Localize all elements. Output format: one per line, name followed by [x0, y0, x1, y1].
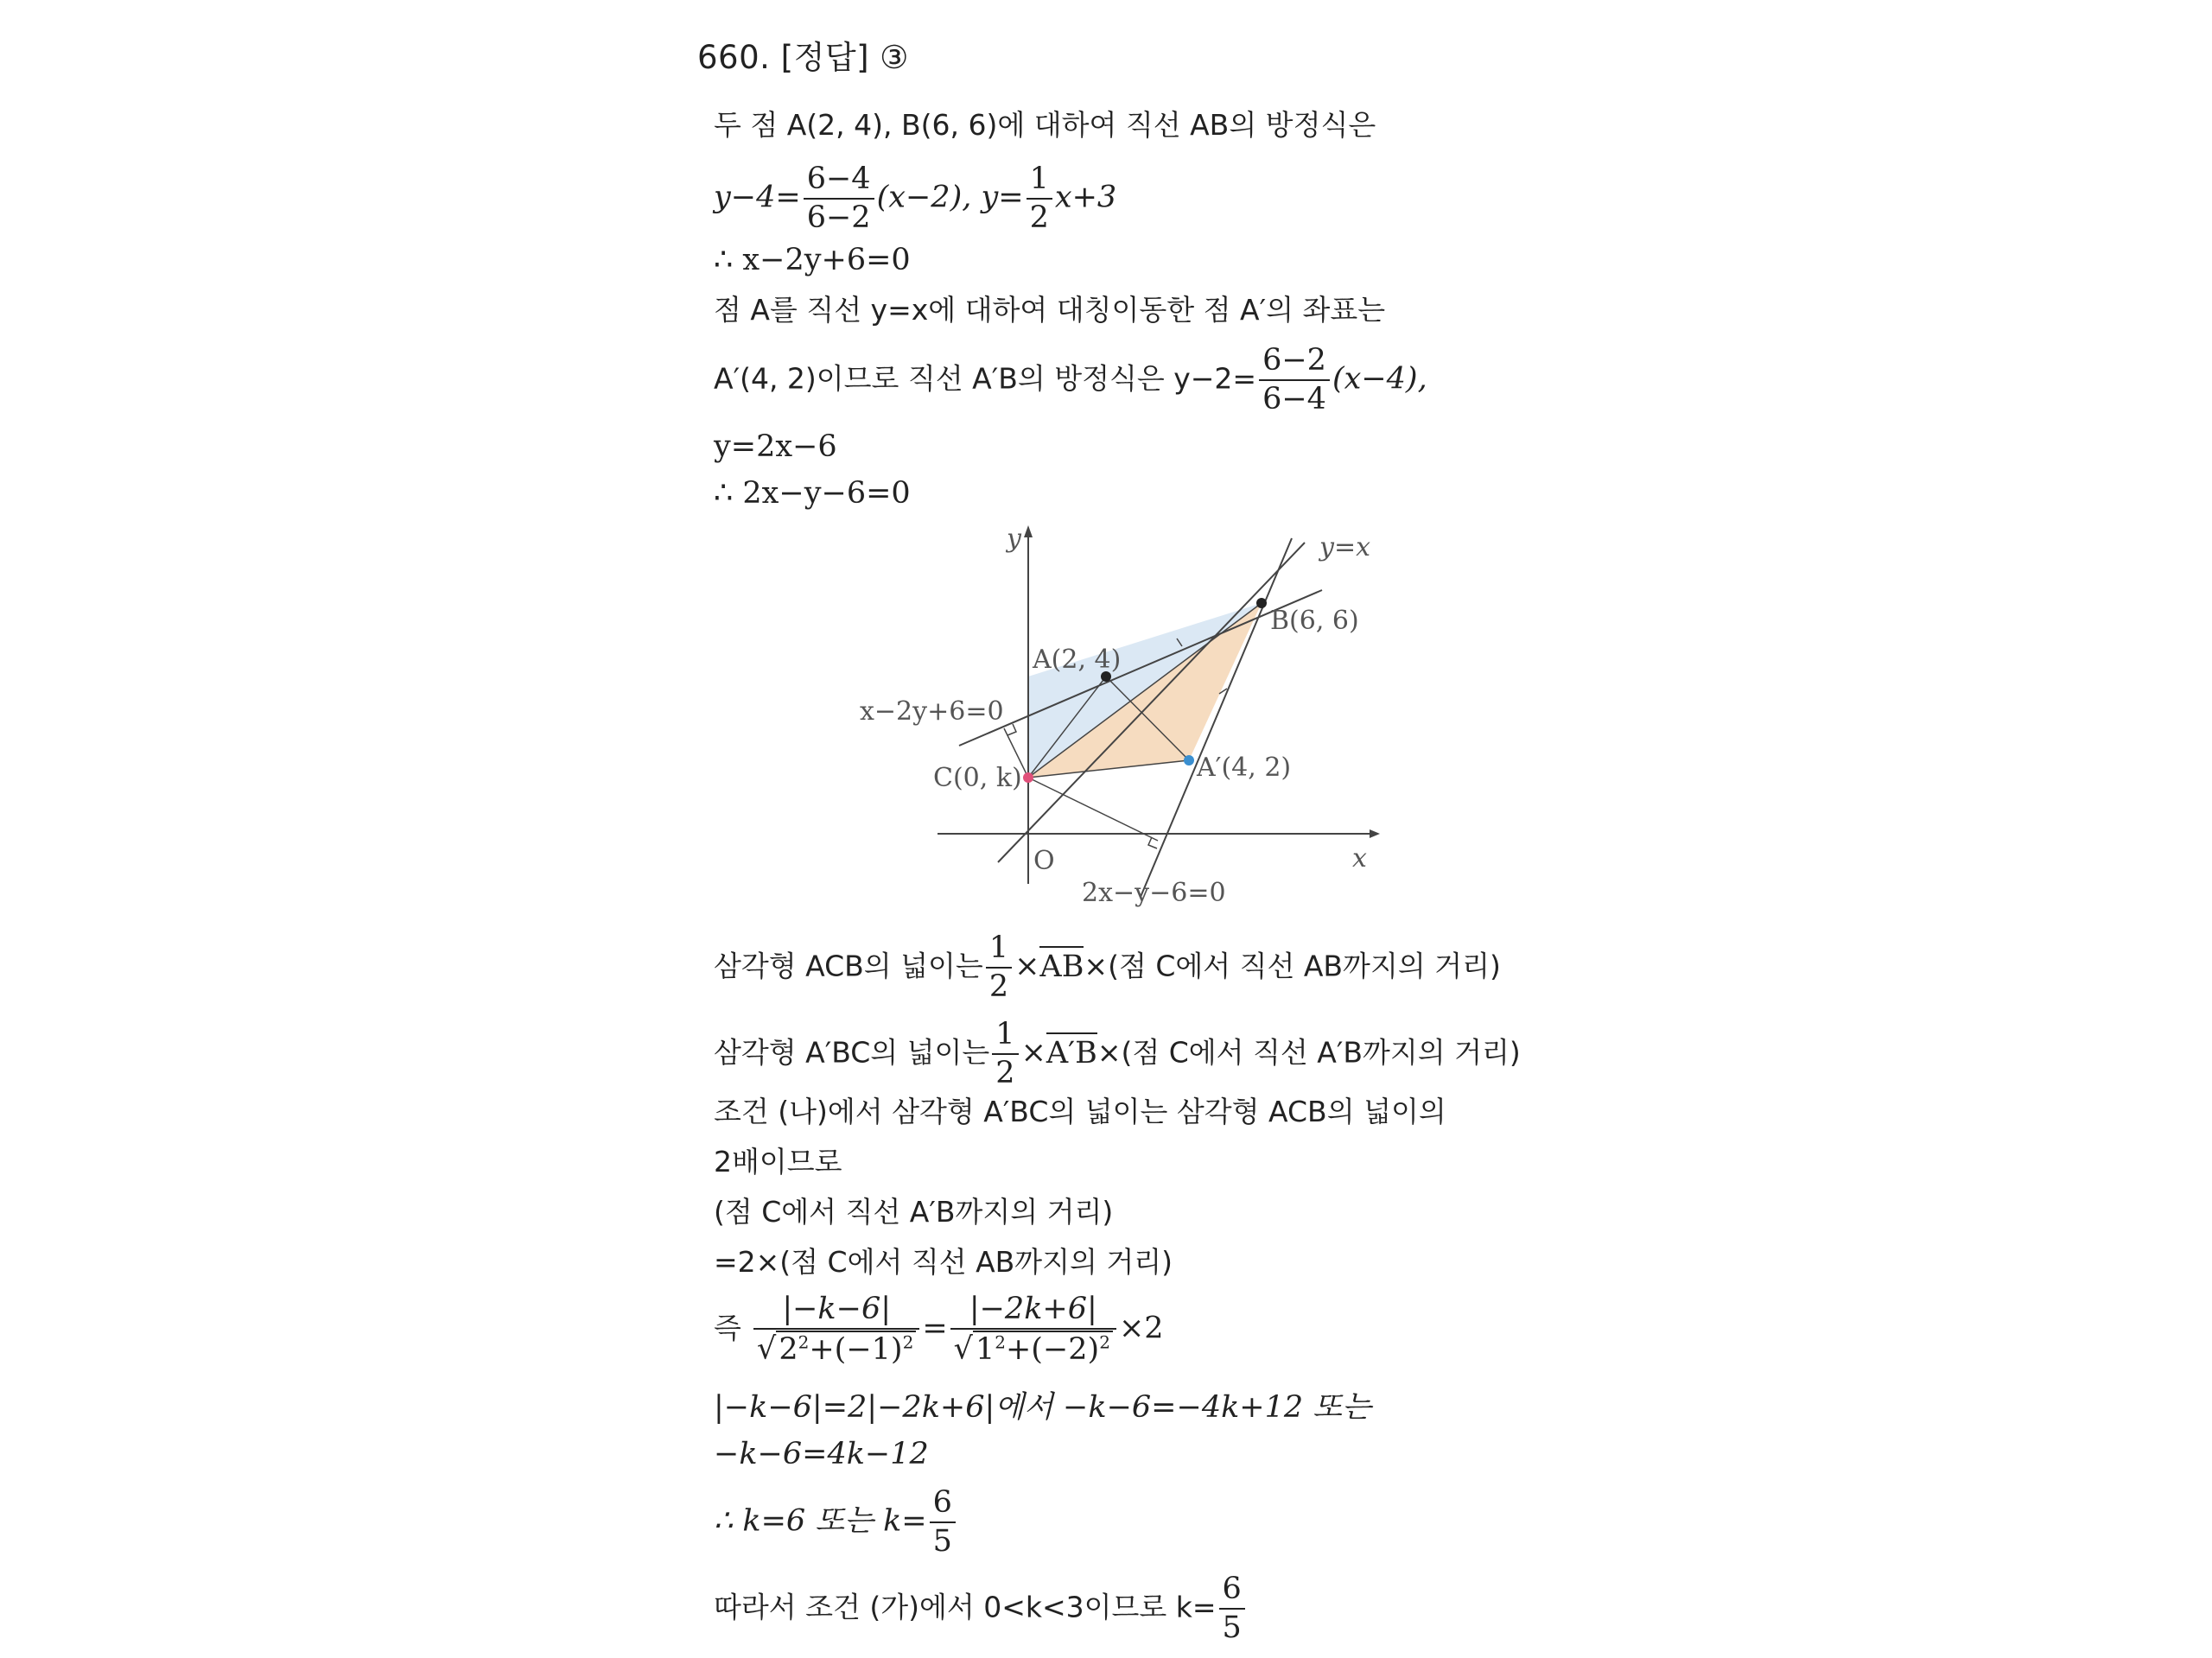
label-y: y [1007, 524, 1021, 554]
equation-line-ab: y−4= $\frac{6-4}{6-2}$ (x−2), y= $\frac{1}{2}$ x+3 [714, 162, 1117, 235]
equation-line-apb: A′(4, 2)이므로 직선 A′B의 방정식은 y−2= $\frac{6-2}{6-4}$ (x−4), [714, 343, 1427, 416]
label-c: C(0, k) [933, 763, 1022, 793]
area-fraction-1: $\frac{1}{2}$ [986, 933, 1012, 1002]
text-line-10: 조건 (나)에서 삼각형 A′BC의 넓이는 삼각형 ACB의 넓이의 [714, 1095, 1446, 1128]
conclusion-line: 따라서 조건 (가)에서 0<k<3이므로 k= $\frac{6}{5}$ [714, 1574, 1248, 1643]
label-a: A(2, 4) [1033, 645, 1122, 675]
area-fraction-2: $\frac{1}{2}$ [992, 1020, 1018, 1089]
half-fraction: $\frac{1}{2}$ [1027, 164, 1052, 233]
distance-fraction-1: $\frac{|-k-6|}{√2^2+(-1)^2}$ [753, 1294, 919, 1365]
text-line-4: 점 A를 직선 y=x에 대하여 대칭이동한 점 A′의 좌표는 [714, 293, 1386, 327]
k-fraction-1: $\frac{6}{5}$ [930, 1488, 956, 1557]
text-line-12: (점 C에서 직선 A′B까지의 거리) [714, 1195, 1114, 1229]
equation-line-3: ∴ x−2y+6=0 [714, 243, 911, 277]
area-apbc-line: 삼각형 A′BC의 넓이는 $\frac{1}{2}$ ×A′B×(점 C에서 직선 A′B까지의 거리) [714, 1017, 1521, 1090]
x-arrow-icon [1370, 829, 1380, 838]
label-b: B(6, 6) [1270, 606, 1359, 636]
equation-line-7: ∴ 2x−y−6=0 [714, 476, 911, 511]
area-acb-line: 삼각형 ACB의 넓이는 $\frac{1}{2}$ ×AB×(점 C에서 직선 AB까지의 거리) [714, 931, 1501, 1004]
distance-equation-line: 즉 $\frac{|-k-6|}{√2^2+(-1)^2}$ = $\frac{|-2k+6|}{√1^2+(-2)^2}$ ×2 [714, 1292, 1164, 1367]
slope-fraction-2: $\frac{6-2}{6-4}$ [1259, 346, 1330, 415]
label-line-ab: x−2y+6=0 [860, 696, 1004, 727]
text-line-1: 두 점 A(2, 4), B(6, 6)에 대하여 직선 AB의 방정식은 [714, 108, 1376, 142]
answer-header: 660. [정답] ③ [697, 39, 909, 76]
abs-equation-line: |−k−6|=2|−2k+6|에서 −k−6=−4k+12 또는 [714, 1390, 1371, 1425]
equation-line-6: y=2x−6 [714, 429, 837, 464]
segment-ab-overline: AB [1039, 946, 1084, 984]
label-line-apb: 2x−y−6=0 [1082, 878, 1226, 908]
y-arrow-icon [1024, 525, 1033, 537]
right-angle-mark-1 [1007, 724, 1016, 735]
label-x: x [1352, 843, 1367, 873]
point-b [1256, 598, 1267, 608]
label-o: O [1033, 846, 1055, 876]
point-c [1023, 772, 1033, 783]
distance-fraction-2: $\frac{|-2k+6|}{√1^2+(-2)^2}$ [950, 1294, 1116, 1365]
text-line-11: 2배이므로 [714, 1145, 842, 1178]
label-yx: y=x [1319, 532, 1371, 562]
k-fraction-2: $\frac{6}{5}$ [1219, 1574, 1245, 1643]
coordinate-figure [855, 517, 1391, 914]
equation-line-16: −k−6=4k−12 [714, 1437, 929, 1471]
perpendicular-to-apb [1028, 778, 1158, 841]
point-a-prime [1184, 755, 1194, 765]
label-a-prime: A′(4, 2) [1197, 753, 1292, 783]
text-line-13: =2×(점 C에서 직선 AB까지의 거리) [714, 1245, 1173, 1279]
segment-apb-overline: A′B [1046, 1032, 1097, 1070]
result-line-17: ∴ k=6 또는 k= $\frac{6}{5}$ [714, 1488, 958, 1557]
slope-fraction: $\frac{6-4}{6-2}$ [804, 164, 874, 233]
